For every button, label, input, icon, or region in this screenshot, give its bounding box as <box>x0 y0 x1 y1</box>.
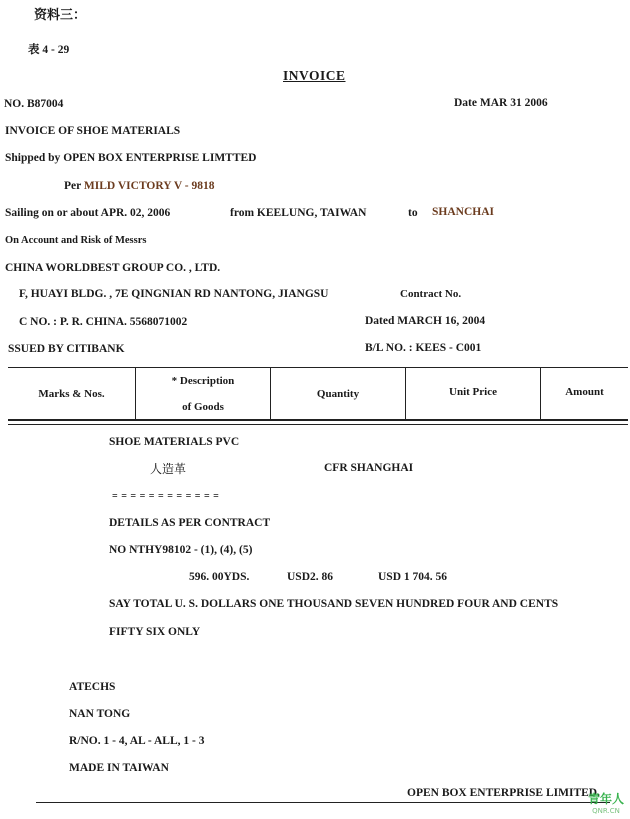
port-of-loading: from KEELUNG, TAIWAN <box>230 207 367 219</box>
header-unit-price: Unit Price <box>449 386 497 398</box>
sailing-date: Sailing on or about APR. 02, 2006 <box>5 207 171 219</box>
port-of-destination: SHANCHAI <box>432 206 494 218</box>
contract-dated: Dated MARCH 16, 2004 <box>365 315 486 327</box>
watermark-url: QNR.CN <box>592 807 620 815</box>
goods-name: SHOE MATERIALS PVC <box>109 436 240 448</box>
account-line: On Account and Risk of Messrs <box>5 235 147 246</box>
to-label: to <box>408 207 418 219</box>
vessel-prefix: Per <box>64 180 84 192</box>
mark-line-1: ATECHS <box>69 681 116 693</box>
issued-by: SSUED BY CITIBANK <box>8 343 125 355</box>
signature-company: OPEN BOX ENTERPRISE LIMITED. <box>407 787 600 799</box>
buyer-name: CHINA WORLDBEST GROUP CO. , LTD. <box>5 262 221 274</box>
amount-value: USD 1 704. 56 <box>378 571 448 583</box>
footer-line <box>36 802 610 803</box>
bl-number: B/L NO. : KEES - C001 <box>365 342 482 354</box>
trade-terms: CFR SHANGHAI <box>324 462 414 474</box>
header-marks-nos: Marks & Nos. <box>38 388 105 400</box>
material-label: 资料三： <box>34 7 87 22</box>
contract-no-label: Contract No. <box>400 288 462 300</box>
mark-line-2: NAN TONG <box>69 708 131 720</box>
buyer-address: F, HUAYI BLDG. , 7E QINGNIAN RD NANTONG, JIANGSU <box>19 288 329 300</box>
column-divider <box>135 367 136 420</box>
mark-line-4: MADE IN TAIWAN <box>69 762 169 774</box>
contract-reference: NO NTHY98102 - (1), (4), (5) <box>109 544 253 556</box>
shipped-by-line <box>5 151 257 165</box>
invoice-description: INVOICE OF SHOE MATERIALS <box>5 125 181 137</box>
vessel-name: MILD VICTORY V - 9818 <box>83 180 215 192</box>
separator-line: = = = = = = = = = = = = <box>112 491 220 502</box>
mark-line-3: R/NO. 1 - 4, AL - ALL, 1 - 3 <box>69 735 205 747</box>
watermark-brand: 青年人 <box>587 792 624 806</box>
invoice-number: NO. B87004 <box>4 98 64 110</box>
details-line: DETAILS AS PER CONTRACT <box>109 517 271 529</box>
header-description: * Description of Goods <box>171 375 235 413</box>
invoice-title: INVOICE <box>283 68 346 83</box>
say-total-line-1: SAY TOTAL U. S. DOLLARS ONE THOUSAND SEVEN HUNDRED FOUR AND CENTS <box>109 598 559 610</box>
c-no: C NO. : P. R. CHINA. 5568071002 <box>19 316 188 328</box>
say-total-line-2: FIFTY SIX ONLY <box>109 626 201 638</box>
shipped-by-prefix: Shipped by <box>5 152 64 164</box>
invoice-date: Date MAR 31 2006 <box>454 97 548 109</box>
table-label: 表 4 - 29 <box>28 44 70 56</box>
header-amount: Amount <box>565 386 604 398</box>
header-quantity: Quantity <box>316 388 360 400</box>
watermark-logo <box>588 790 624 815</box>
goods-name-chinese: 人造革 <box>150 462 187 476</box>
unit-price-value: USD2. 86 <box>287 571 334 583</box>
quantity-value: 596. 00YDS. <box>189 571 250 583</box>
shipped-by-company: OPEN BOX ENTERPRISE LIMTTED <box>63 152 257 164</box>
table-bottom-border-inner <box>8 424 628 425</box>
vessel-line <box>64 179 215 193</box>
